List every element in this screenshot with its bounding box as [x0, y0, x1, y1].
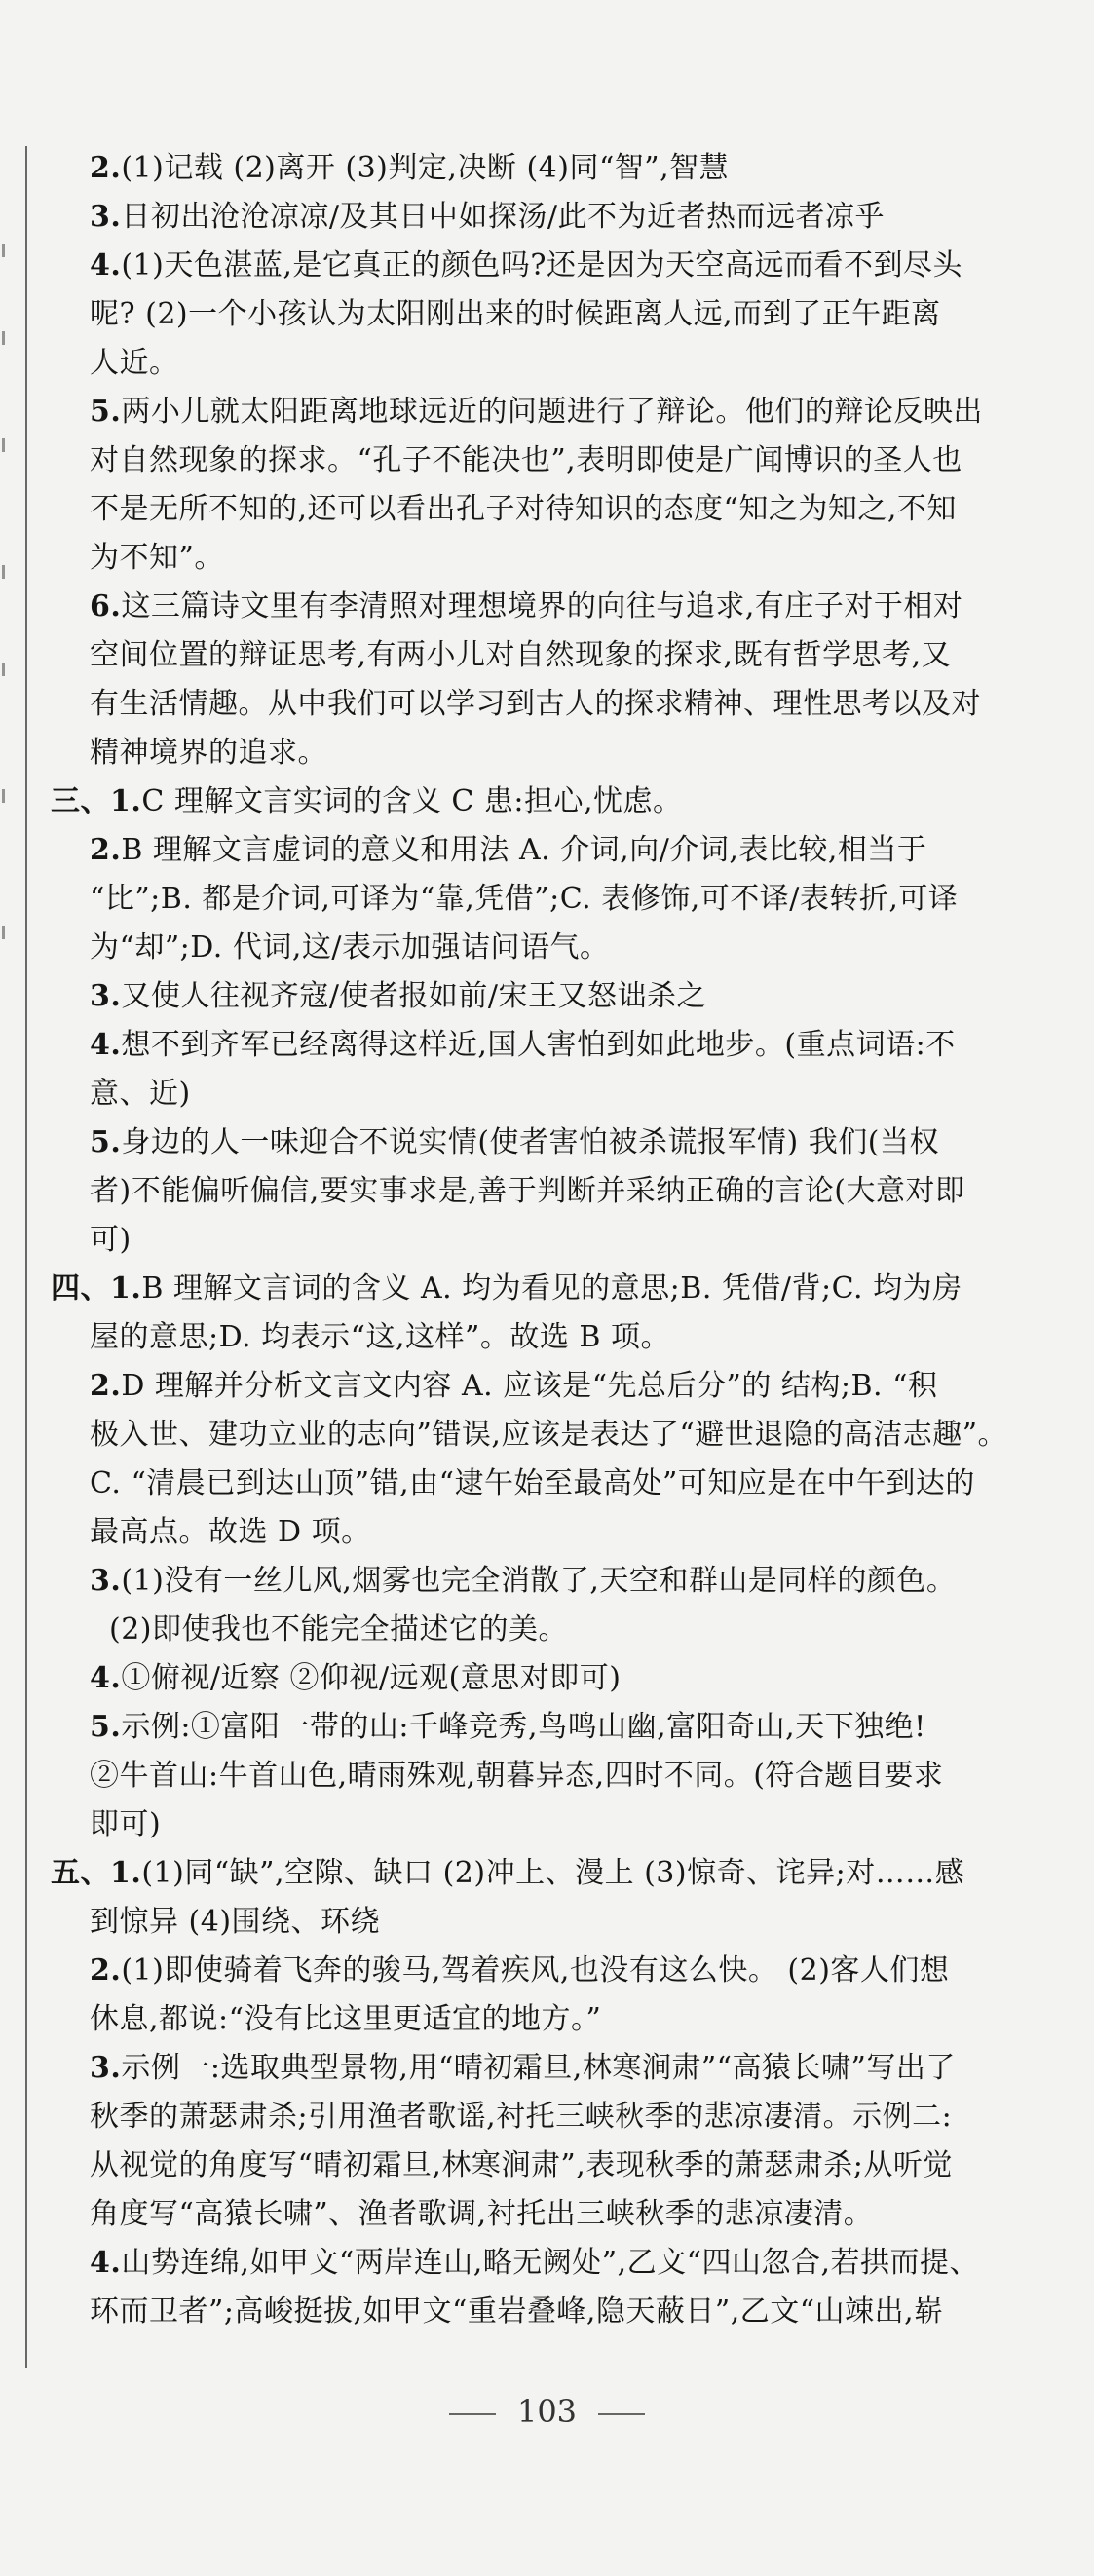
item-number: 4. [90, 1661, 122, 1695]
line-text: 示例:①富阳一带的山:千峰竞秀,鸟鸣山幽,富阳奇山,天下独绝! [121, 1710, 926, 1744]
line-text: 极入世、建功立业的志向”错误,应该是表达了“避世退隐的高洁志趣”。 [90, 1418, 1008, 1452]
item-number: 三、1. [51, 784, 142, 818]
answer-text [51, 144, 1069, 2336]
line-text: ①俯视/近察 ②仰视/远观(意思对即可) [121, 1661, 622, 1695]
line-text: 角度写“高猿长啸”、渔者歌调,衬托出三峡秋季的悲凉凄清。 [90, 2197, 874, 2231]
text-line [51, 1557, 1069, 1606]
line-text: 休息,都说:“没有比这里更适宜的地方。” [90, 2002, 602, 2036]
text-line [51, 1118, 1069, 1167]
line-text: 空间位置的辩证思考,有两小儿对自然现象的探求,既有哲学思考,又 [90, 638, 952, 672]
binding-edge-marks [2, 244, 14, 1023]
text-line [51, 1167, 1069, 1216]
line-text: 这三篇诗文里有李清照对理想境界的向往与追求,有庄子对于相对 [121, 589, 963, 624]
line-text: D 理解并分析文言文内容 A. 应该是“先总后分”的 结构;B. “积 [121, 1369, 938, 1403]
line-text: C 理解文言实词的含义 C 患:担心,忧虑。 [141, 784, 683, 818]
line-text: 为不知”。 [90, 541, 224, 575]
item-number: 3. [90, 979, 122, 1013]
text-line [51, 1313, 1069, 1362]
text-line [51, 680, 1069, 729]
text-line [51, 290, 1069, 339]
text-line [51, 2093, 1069, 2141]
text-line [51, 1703, 1069, 1752]
item-number: 3. [90, 200, 122, 234]
text-line [51, 534, 1069, 583]
text-line [51, 1021, 1069, 1070]
text-line [51, 144, 1069, 193]
text-line [51, 972, 1069, 1021]
text-line [51, 826, 1069, 875]
line-text: 意、近) [90, 1077, 191, 1111]
item-number: 3. [90, 1564, 122, 1598]
line-text: 呢? (2)一个小孩认为太阳刚出来的时候距离人远,而到了正午距离 [90, 297, 941, 331]
text-line [51, 2288, 1069, 2336]
item-number: 四、1. [51, 1271, 142, 1306]
text-line [51, 339, 1069, 388]
page-footer [0, 2393, 1094, 2430]
footer-dash-right [598, 2413, 645, 2415]
line-text: 环而卫者”;高峻挺拔,如甲文“重岩叠峰,隐天蔽日”,乙文“山竦出,崭 [90, 2294, 944, 2329]
line-text: 对自然现象的探求。“孔子不能决也”,表明即使是广闻博识的圣人也 [90, 443, 962, 477]
item-number: 3. [90, 2051, 122, 2085]
text-line [51, 193, 1069, 242]
text-line [51, 777, 1069, 826]
margin-rule [25, 146, 27, 2368]
text-line [51, 924, 1069, 972]
line-text: 山势连绵,如甲文“两岸连山,略无阙处”,乙文“四山忽合,若拱而提、 [121, 2246, 979, 2280]
item-number: 4. [90, 2246, 122, 2280]
text-line [51, 1362, 1069, 1411]
item-number: 6. [90, 589, 122, 624]
line-text: 两小儿就太阳距离地球远近的问题进行了辩论。他们的辩论反映出 [121, 395, 983, 429]
text-line [51, 242, 1069, 290]
text-line [51, 875, 1069, 924]
line-text: 不是无所不知的,还可以看出孔子对待知识的态度“知之为知之,不知 [90, 492, 957, 526]
text-line [51, 1216, 1069, 1265]
text-line [51, 1070, 1069, 1118]
line-text: B 理解文言词的含义 A. 均为看见的意思;B. 凭借/背;C. 均为房 [141, 1271, 962, 1306]
text-line [51, 388, 1069, 436]
text-line [51, 1654, 1069, 1703]
item-number: 5. [90, 395, 122, 429]
line-text: 又使人往视齐寇/使者报如前/宋王又怒诎杀之 [121, 979, 707, 1013]
line-text: (1)记载 (2)离开 (3)判定,决断 (4)同“智”,智慧 [121, 151, 730, 185]
item-number: 4. [90, 1028, 122, 1062]
line-text: (1)天色湛蓝,是它真正的颜色吗?还是因为天空高远而看不到尽头 [121, 248, 962, 283]
line-text: ②牛首山:牛首山色,晴雨殊观,朝暮异态,四时不同。(符合题目要求 [90, 1759, 944, 1793]
text-line [51, 1606, 1069, 1654]
text-line [51, 631, 1069, 680]
line-text: 从视觉的角度写“晴初霜旦,林寒涧肃”,表现秋季的萧瑟肃杀;从听觉 [90, 2148, 953, 2182]
line-text: C. “清晨已到达山顶”错,由“逮午始至最高处”可知应是在中午到达的 [90, 1466, 975, 1500]
text-line [51, 729, 1069, 777]
text-line [51, 1849, 1069, 1898]
text-line [51, 2044, 1069, 2093]
line-text: 日初出沧沧凉凉/及其日中如探汤/此不为近者热而远者凉乎 [121, 200, 886, 234]
line-text: 身边的人一味迎合不说实情(使者害怕被杀谎报军情) 我们(当权 [121, 1125, 939, 1159]
line-text: B 理解文言虚词的意义和用法 A. 介词,向/介词,表比较,相当于 [121, 833, 927, 867]
text-line [51, 1508, 1069, 1557]
text-line [51, 583, 1069, 631]
text-line [51, 1459, 1069, 1508]
item-number: 4. [90, 248, 122, 283]
item-number: 5. [90, 1125, 122, 1159]
line-text: (1)同“缺”,空隙、缺口 (2)冲上、漫上 (3)惊奇、诧异;对……感 [141, 1856, 965, 1890]
text-line [51, 1411, 1069, 1459]
line-text: 为“却”;D. 代词,这/表示加强诘问语气。 [90, 930, 610, 965]
text-line [51, 2190, 1069, 2239]
line-text: 可) [90, 1223, 132, 1257]
text-line [51, 1898, 1069, 1947]
item-number: 2. [90, 833, 122, 867]
text-line [51, 436, 1069, 485]
item-number: 2. [90, 1369, 122, 1403]
text-line [51, 2239, 1069, 2288]
item-number: 2. [90, 1953, 122, 1988]
text-line [51, 485, 1069, 534]
text-line [51, 2141, 1069, 2190]
line-text: 示例一:选取典型景物,用“晴初霜旦,林寒涧肃”“高猿长啸”写出了 [121, 2051, 956, 2085]
line-text: (1)即使骑着飞奔的骏马,驾着疾风,也没有这么快。 (2)客人们想 [121, 1953, 950, 1988]
item-number: 五、1. [51, 1856, 142, 1890]
line-text: 精神境界的追求。 [90, 736, 327, 770]
line-text: “比”;B. 都是介词,可译为“靠,凭借”;C. 表修饰,可不译/表转折,可译 [90, 882, 959, 916]
line-text: 屋的意思;D. 均表示“这,这样”。故选 B 项。 [90, 1320, 670, 1354]
line-text: 者)不能偏听偏信,要实事求是,善于判断并采纳正确的言论(大意对即 [90, 1174, 965, 1208]
text-line [51, 1265, 1069, 1313]
footer-dash-left [449, 2413, 496, 2415]
line-text: 秋季的萧瑟肃杀;引用渔者歌谣,衬托三峡秋季的悲凉凄清。示例二: [90, 2100, 953, 2134]
line-text: 最高点。故选 D 项。 [90, 1515, 371, 1549]
line-text: (2)即使我也不能完全描述它的美。 [109, 1612, 568, 1647]
line-text: 人近。 [90, 346, 179, 380]
line-text: 即可) [90, 1807, 162, 1841]
text-line [51, 1995, 1069, 2044]
item-number: 5. [90, 1710, 122, 1744]
line-text: 想不到齐军已经离得这样近,国人害怕到如此地步。(重点词语:不 [121, 1028, 956, 1062]
page-number: 103 [516, 2393, 578, 2430]
line-text: 有生活情趣。从中我们可以学习到古人的探求精神、理性思考以及对 [90, 687, 981, 721]
text-line [51, 1800, 1069, 1849]
line-text: (1)没有一丝儿风,烟雾也完全消散了,天空和群山是同样的颜色。 [121, 1564, 957, 1598]
item-number: 2. [90, 151, 122, 185]
text-line [51, 1752, 1069, 1800]
text-line [51, 1947, 1069, 1995]
line-text: 到惊异 (4)围绕、环绕 [90, 1905, 381, 1939]
